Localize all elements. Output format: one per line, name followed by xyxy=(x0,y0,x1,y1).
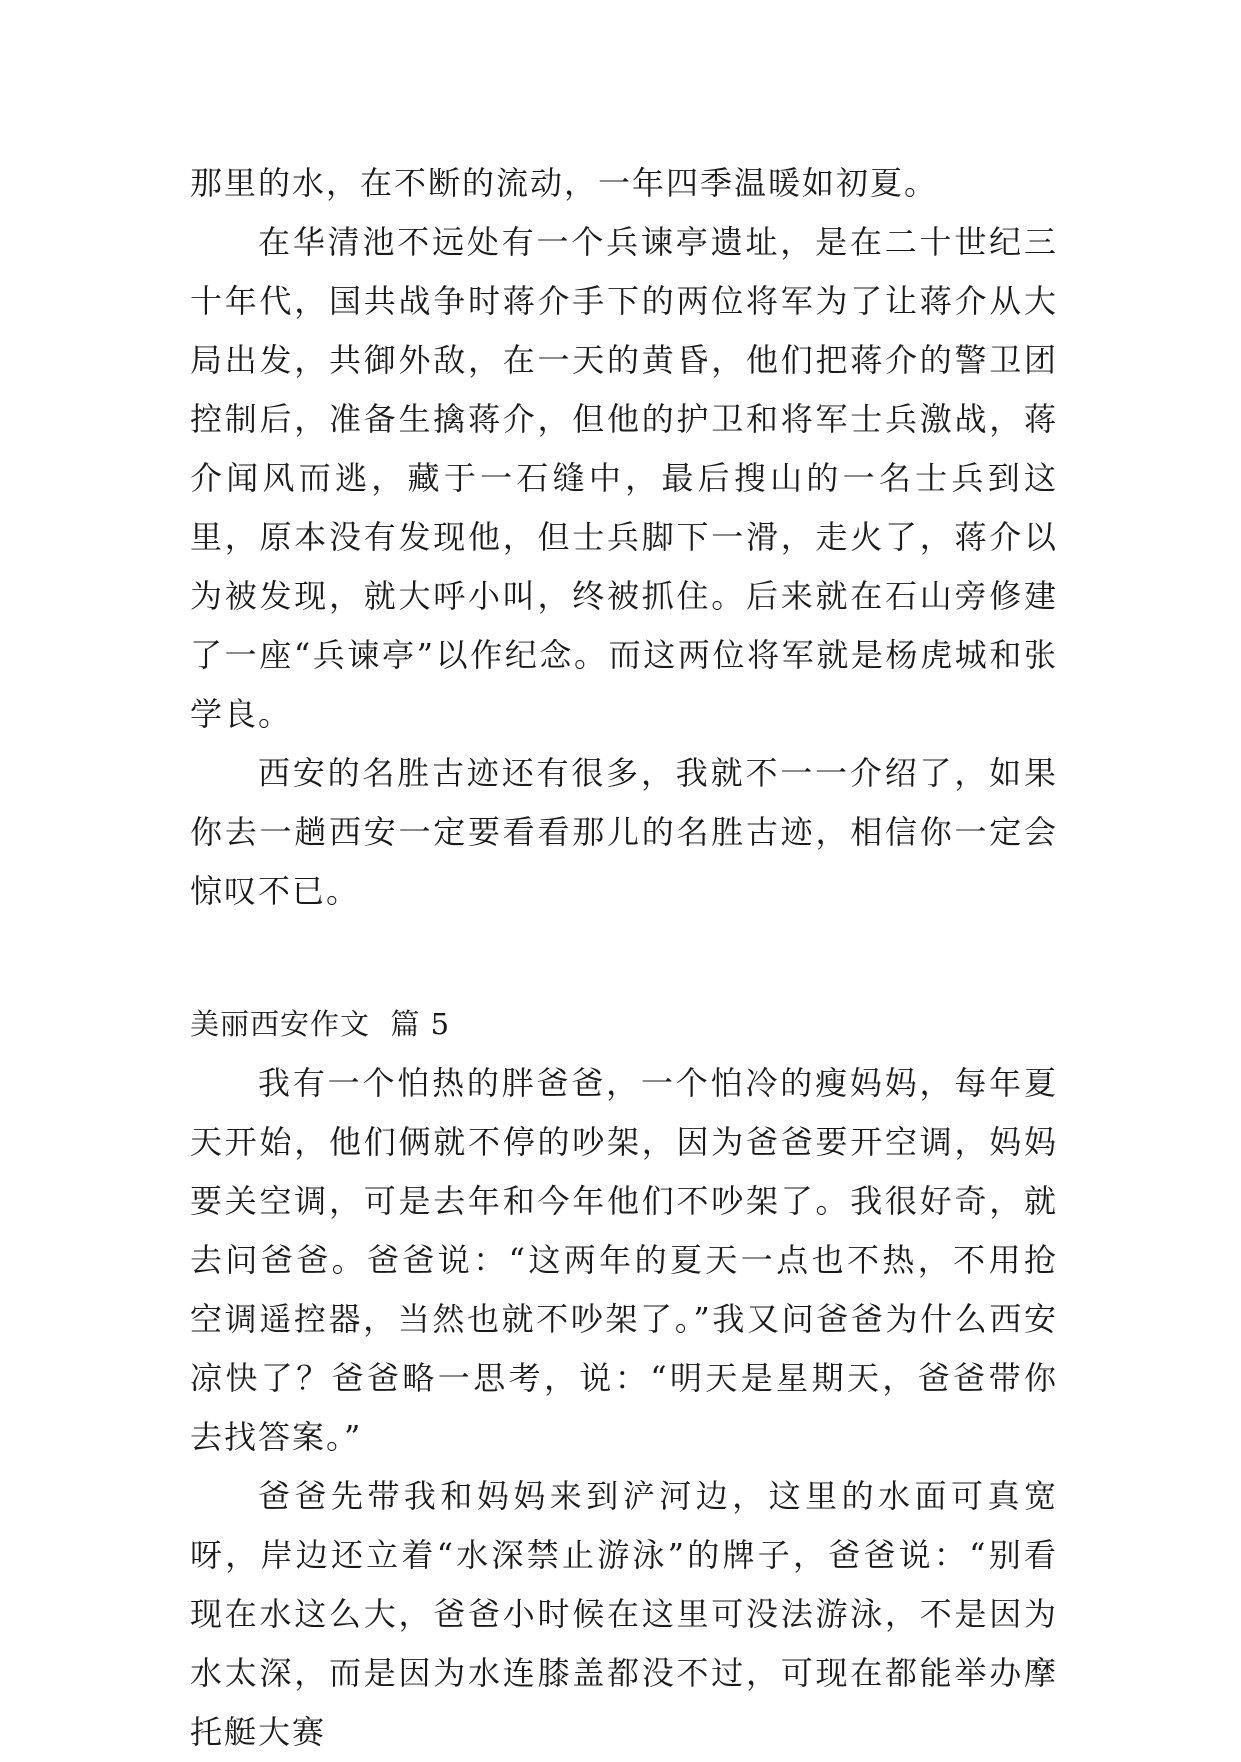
paragraph-bingjian-pavilion: 在华清池不远处有一个兵谏亭遗址，是在二十世纪三十年代，国共战争时蒋介手下的两位将军为了让蒋介从大局出发，共御外敌，在一天的黄昏，他们把蒋介的警卫团控制后，准备生擒蒋介，但他的护卫和将军士兵激战，蒋介闻风而逃，藏于一石缝中，最后搜山的一名士兵到这里，原本没有发现他，但士兵脚下一滑，走火了，蒋介以为被发现，就大呼小叫，终被抓住。后来就在石山旁修建了一座“兵谏亭”以作纪念。而这两位将军就是杨虎城和张学良。 xyxy=(190,223,1058,733)
document-body xyxy=(190,154,1058,1762)
paragraph-continued: 那里的水，在不断的流动，一年四季温暖如初夏。 xyxy=(190,164,939,202)
paragraph-essay-5-intro: 我有一个怕热的胖爸爸，一个怕冷的瘦妈妈，每年夏天开始，他们俩就不停的吵架，因为爸爸要开空调，妈妈要关空调，可是去年和今年他们不吵架了。我很好奇，就去问爸爸。爸爸说：“这两年的夏天一点也不热，不用抢空调遥控器，当然也就不吵架了。”我又问爸爸为什么西安凉快了？爸爸略一思考，说：“明天是星期天，爸爸带你去找答案。” xyxy=(190,1064,1058,1456)
paragraph-essay-5-river: 爸爸先带我和妈妈来到浐河边，这里的水面可真宽呀，岸边还立着“水深禁止游泳”的牌子，爸爸说：“别看现在水这么大，爸爸小时候在这里可没法游泳，不是因为水太深，而是因为水连膝盖都没不过，可现在都能举办摩托艇大赛 xyxy=(190,1477,1058,1751)
paragraph-closing: 西安的名胜古迹还有很多，我就不一一介绍了，如果你去一趟西安一定要看看那儿的名胜古迹，相信你一定会惊叹不已。 xyxy=(190,754,1058,910)
section-heading: 美丽西安作文 篇 5 xyxy=(190,1007,451,1041)
